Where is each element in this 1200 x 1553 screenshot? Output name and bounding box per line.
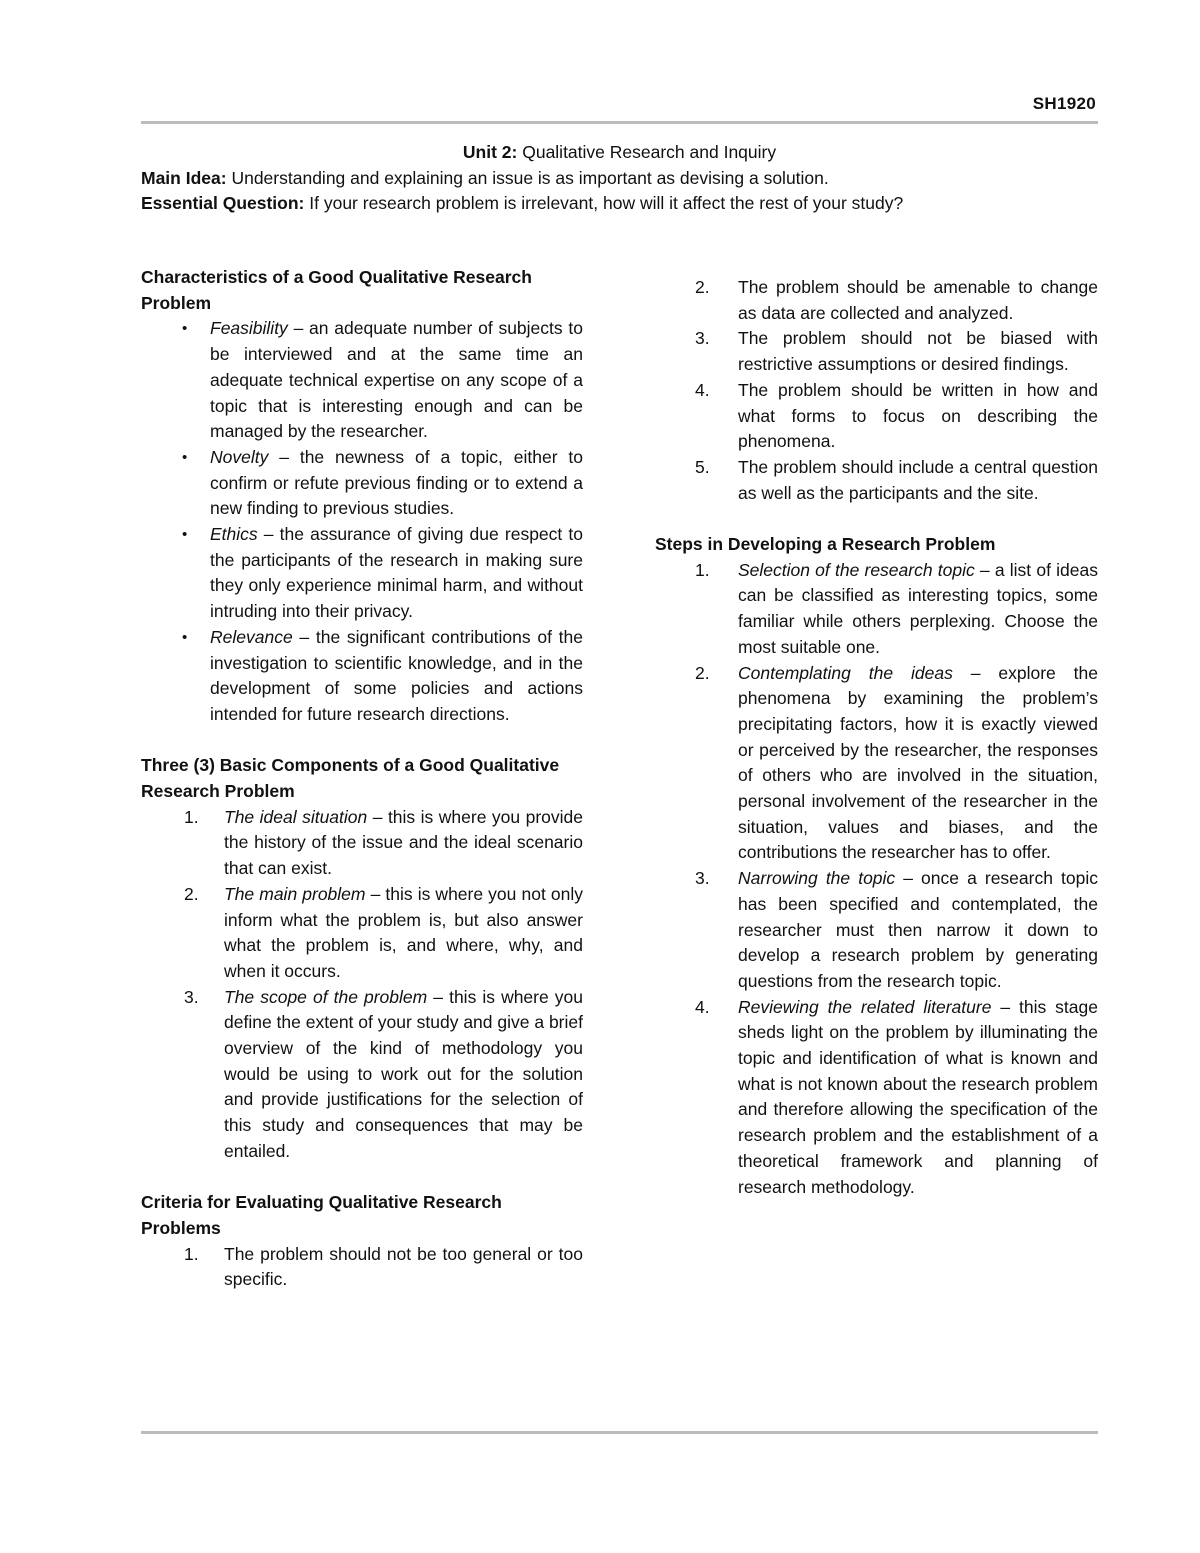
bullet-marker: • xyxy=(182,526,188,544)
criteria-list-part2 xyxy=(655,275,1098,506)
list-item xyxy=(141,445,583,522)
item-text: – this is where you not only inform what the problem is, but also answer what the problem is, and where, why, and when it occurs. xyxy=(224,883,583,981)
item-text: – the newness of a topic, either to confirm or refute previous finding or to extend a new finding to previous studies. xyxy=(210,446,583,519)
bullet-marker: • xyxy=(182,320,188,338)
item-number: 3. xyxy=(695,868,710,889)
item-text: – this stage sheds light on the problem by illuminating the topic and identification of what is known and what is not known about the research problem and therefore allowing the specification of the research problem and the establishment of a theoretical framework and planning of research methodology. xyxy=(738,996,1098,1197)
bottom-rule xyxy=(141,1431,1098,1434)
main-idea-label: Main Idea: xyxy=(141,167,227,188)
list-item xyxy=(655,866,1098,995)
main-idea-line xyxy=(141,166,1098,192)
characteristics-list xyxy=(141,316,583,727)
unit-label: Unit 2: xyxy=(462,142,518,162)
page-code: SH1920 xyxy=(1032,94,1096,113)
item-term: Novelty xyxy=(210,446,269,467)
steps-heading: Steps in Developing a Research Problem xyxy=(655,534,996,555)
item-term: Reviewing the related literature xyxy=(738,996,992,1017)
item-text: The problem should be amenable to change as data are collected and analyzed. xyxy=(738,277,1098,323)
list-item xyxy=(141,805,583,882)
list-item xyxy=(141,882,583,985)
item-number: 3. xyxy=(695,328,710,349)
list-item xyxy=(141,522,583,625)
list-item xyxy=(655,661,1098,867)
item-number: 1. xyxy=(184,806,199,827)
criteria-list-part1 xyxy=(141,1242,583,1293)
item-text: The problem should not be too general or too specific. xyxy=(224,1243,583,1290)
item-text: – this is where you provide the history of the issue and the ideal scenario that can exist. xyxy=(224,806,583,879)
components-heading: Three (3) Basic Components of a Good Qualitative Research Problem xyxy=(141,755,560,802)
item-term: Selection of the research topic xyxy=(738,559,975,580)
item-term: Narrowing the topic xyxy=(738,868,896,889)
item-term: Ethics xyxy=(210,524,258,545)
right-column xyxy=(655,275,1098,1200)
item-term: Contemplating the ideas xyxy=(738,662,953,683)
left-column xyxy=(141,265,583,1293)
item-text: – an adequate number of subjects to be interviewed and at the same time an adequate technical expertise on any scope of a topic that is interesting enough and can be managed by the researcher. xyxy=(210,318,583,442)
item-number: 1. xyxy=(695,559,710,580)
list-item xyxy=(141,985,583,1165)
item-number: 4. xyxy=(695,996,710,1017)
unit-line xyxy=(141,140,1098,166)
list-item xyxy=(655,455,1098,506)
item-text: The problem should be written in how and what forms to focus on describing the phenomena. xyxy=(738,379,1098,452)
list-item xyxy=(141,1242,583,1293)
item-term: Relevance xyxy=(210,626,293,647)
item-text: – the assurance of giving due respect to the participants of the research in making sure they only experience minimal harm, and without intruding into their privacy. xyxy=(210,524,583,622)
item-term: Feasibility xyxy=(210,318,288,339)
item-text: – a list of ideas can be classified as interesting topics, some familiar while others perplexing. Choose the most suitable one. xyxy=(738,559,1098,657)
item-text: The problem should include a central question as well as the participants and the site. xyxy=(738,456,1098,503)
steps-list xyxy=(655,558,1098,1201)
list-item xyxy=(655,275,1098,326)
item-term: The scope of the problem xyxy=(224,986,428,1007)
item-number: 2. xyxy=(695,662,710,683)
list-item xyxy=(655,995,1098,1201)
item-text: – once a research topic has been specified and contemplated, the researcher must then narrow it down to develop a research problem by generating questions from the research topic. xyxy=(738,868,1098,991)
main-idea-text: Understanding and explaining an issue is as important as devising a solution. xyxy=(231,167,829,188)
item-term: The main problem xyxy=(224,883,366,904)
essential-question-label: Essential Question: xyxy=(141,193,305,213)
essential-question-line xyxy=(141,191,1098,217)
item-number: 5. xyxy=(695,456,710,477)
item-text: The problem should not be biased with restrictive assumptions or desired findings. xyxy=(738,328,1098,375)
item-number: 4. xyxy=(695,379,710,400)
list-item xyxy=(655,326,1098,377)
bullet-marker: • xyxy=(182,628,188,646)
document-header xyxy=(141,140,1098,217)
criteria-heading: Criteria for Evaluating Qualitative Research Problems xyxy=(141,1192,502,1238)
item-number: 3. xyxy=(184,986,199,1007)
item-term: The ideal situation xyxy=(224,806,368,827)
item-text: – the significant contributions of the investigation to scientific knowledge, and in the development of some policies and actions intended for future research directions. xyxy=(210,626,583,724)
characteristics-heading: Characteristics of a Good Qualitative Research Problem xyxy=(141,267,532,313)
top-rule xyxy=(141,121,1098,124)
bullet-marker: • xyxy=(182,448,188,466)
components-list xyxy=(141,805,583,1165)
essential-question-text: If your research problem is irrelevant, how will it affect the rest of your study? xyxy=(309,193,904,213)
item-number: 2. xyxy=(695,277,710,297)
list-item xyxy=(655,378,1098,455)
item-text: – this is where you define the extent of your study and give a brief overview of the kind of methodology you would be using to work out for the solution and provide justifications for the selection of this study and consequences that may be entailed. xyxy=(224,986,583,1161)
unit-title: Qualitative Research and Inquiry xyxy=(522,142,777,162)
list-item xyxy=(655,558,1098,661)
item-number: 1. xyxy=(184,1243,199,1264)
item-number: 2. xyxy=(184,883,199,904)
list-item xyxy=(141,625,583,728)
list-item xyxy=(141,316,583,445)
item-text: – explore the phenomena by examining the problem’s precipitating factors, how it is exactly viewed or perceived by the researcher, the responses of others who are involved in the situation, personal involvement of the researcher in the situation, values and biases, and the contributions the researcher has to offer. xyxy=(738,662,1099,863)
